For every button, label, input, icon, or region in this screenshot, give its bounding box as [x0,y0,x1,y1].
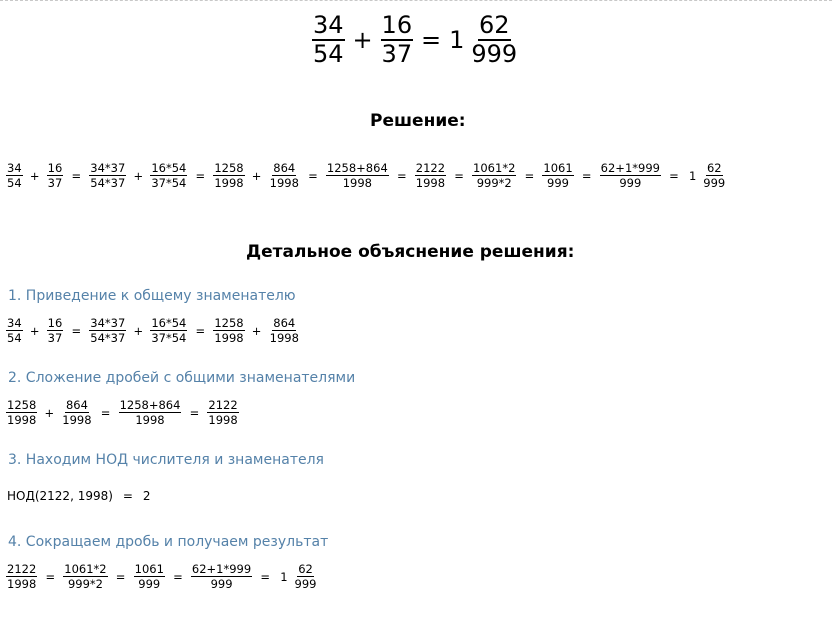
gcd-value: 2 [142,489,151,503]
detail-title: Детальное объяснение решения: [246,242,575,262]
step-3-title: 3. Находим НОД числителя и знаменателя [8,452,324,468]
denominator: 999 [210,577,233,591]
plus-sign: + [29,168,40,183]
equals-sign: = [45,569,56,584]
denominator: 1998 [7,413,37,427]
numerator: 2122 [415,161,446,175]
numerator: 62+1*999 [191,562,252,576]
numerator: 34 [313,11,344,39]
fraction [269,316,300,345]
denominator: 999 [619,176,642,190]
numerator: 864 [273,161,296,175]
fraction [213,161,244,190]
numerator: 62+1*999 [600,161,660,175]
plus-sign: + [29,323,40,338]
denominator: 1998 [7,577,37,591]
denominator: 37 [47,176,63,190]
fraction [61,398,92,427]
step-4-expression [6,562,317,591]
fraction [312,12,345,68]
fraction [150,161,187,190]
plus-sign: + [251,323,262,338]
numerator: 1258 [214,161,244,175]
numerator: 16 [381,11,413,39]
denominator: 1998 [269,331,299,345]
numerator: 864 [65,398,88,412]
numerator: 16 [47,316,63,330]
denominator: 54 [313,40,344,68]
denominator: 1998 [269,176,299,190]
fraction [213,316,244,345]
numerator: 1258+864 [326,161,388,175]
fraction [470,12,518,68]
denominator: 1998 [208,413,238,427]
denominator: 999*2 [476,176,512,190]
equals-sign: = [100,405,111,420]
numerator: 34 [7,161,22,175]
fraction [702,161,726,190]
equals-sign: = [195,323,206,338]
numerator: 62 [298,562,313,576]
plus-sign: + [133,323,144,338]
fraction [415,161,446,190]
numerator: 1061 [543,161,573,175]
numerator: 2122 [208,398,238,412]
main-expression [312,12,518,68]
gcd-expression: НОД(2122, 1998) [7,489,113,503]
fraction [47,316,64,345]
denominator: 999 [703,176,726,190]
denominator: 999 [471,40,518,68]
equals-sign: = [115,569,126,584]
numerator: 34 [7,316,22,330]
step-1-title: 1. Приведение к общему знаменателю [8,288,296,304]
denominator: 999 [294,577,317,591]
fraction [269,161,300,190]
plus-sign: + [44,405,55,420]
equals-sign: = [122,489,133,503]
denominator: 1998 [214,176,244,190]
fraction [542,161,573,190]
numerator: 62 [479,11,510,39]
fraction [294,562,318,591]
fraction [89,316,126,345]
numerator: 16*54 [151,161,187,175]
fraction [6,562,37,591]
equals-sign: = [71,323,82,338]
numerator: 16 [47,161,63,175]
denominator: 999*2 [67,577,103,591]
numerator: 16*54 [151,316,187,330]
equals-sign: = [173,569,183,584]
plus-sign: + [133,168,144,183]
numerator: 1061*2 [473,161,516,175]
step-3-expression [7,489,151,503]
equals-sign: = [581,168,592,183]
solution-expression [6,161,726,190]
fraction [6,161,23,190]
fraction [600,161,661,190]
fraction [47,161,64,190]
equals-sign: = [669,168,679,183]
step-2-title: 2. Сложение дробей с общими знаменателями [8,370,356,386]
equals-sign: = [71,168,82,183]
numerator: 1061 [134,562,164,576]
whole-part: 1 [688,168,697,183]
fraction [381,12,414,68]
numerator: 62 [706,161,722,175]
equals-sign: = [396,168,407,183]
fraction [134,562,165,591]
top-dashed-border [0,0,832,1]
fraction [119,398,182,427]
equals-sign: = [308,168,318,183]
denominator: 54 [7,331,22,345]
denominator: 54 [7,176,22,190]
numerator: 1061*2 [64,562,107,576]
equals-sign: = [260,569,271,584]
numerator: 1258+864 [119,398,181,412]
equals-sign: = [189,405,200,420]
step-2-expression [6,398,239,427]
fraction [326,161,389,190]
numerator: 34*37 [90,316,126,330]
denominator: 1998 [214,331,244,345]
denominator: 999 [138,577,161,591]
denominator: 1998 [415,176,446,190]
equals-sign: = [195,168,206,183]
numerator: 1258 [7,398,37,412]
plus-sign: + [251,168,262,183]
denominator: 1998 [135,413,165,427]
fraction [207,398,238,427]
whole-part: 1 [449,26,465,54]
equals-sign: = [421,26,442,54]
solution-title: Решение: [370,111,466,131]
step-1-expression [6,316,300,345]
denominator: 1998 [342,176,372,190]
denominator: 37 [47,331,63,345]
equals-sign: = [524,168,535,183]
denominator: 37*54 [151,331,187,345]
step-4-title: 4. Сокращаем дробь и получаем результат [8,534,329,550]
whole-part: 1 [280,569,288,584]
denominator: 54*37 [90,331,126,345]
plus-sign: + [352,26,373,54]
fraction [472,161,516,190]
denominator: 54*37 [90,176,126,190]
denominator: 1998 [62,413,92,427]
fraction [191,562,252,591]
denominator: 37 [381,40,413,68]
fraction [6,398,37,427]
fraction [6,316,23,345]
numerator: 864 [273,316,296,330]
numerator: 34*37 [90,161,126,175]
numerator: 1258 [214,316,244,330]
fraction [63,562,107,591]
fraction [89,161,126,190]
denominator: 999 [547,176,569,190]
denominator: 37*54 [151,176,187,190]
numerator: 2122 [7,562,37,576]
fraction [150,316,187,345]
equals-sign: = [454,168,464,183]
